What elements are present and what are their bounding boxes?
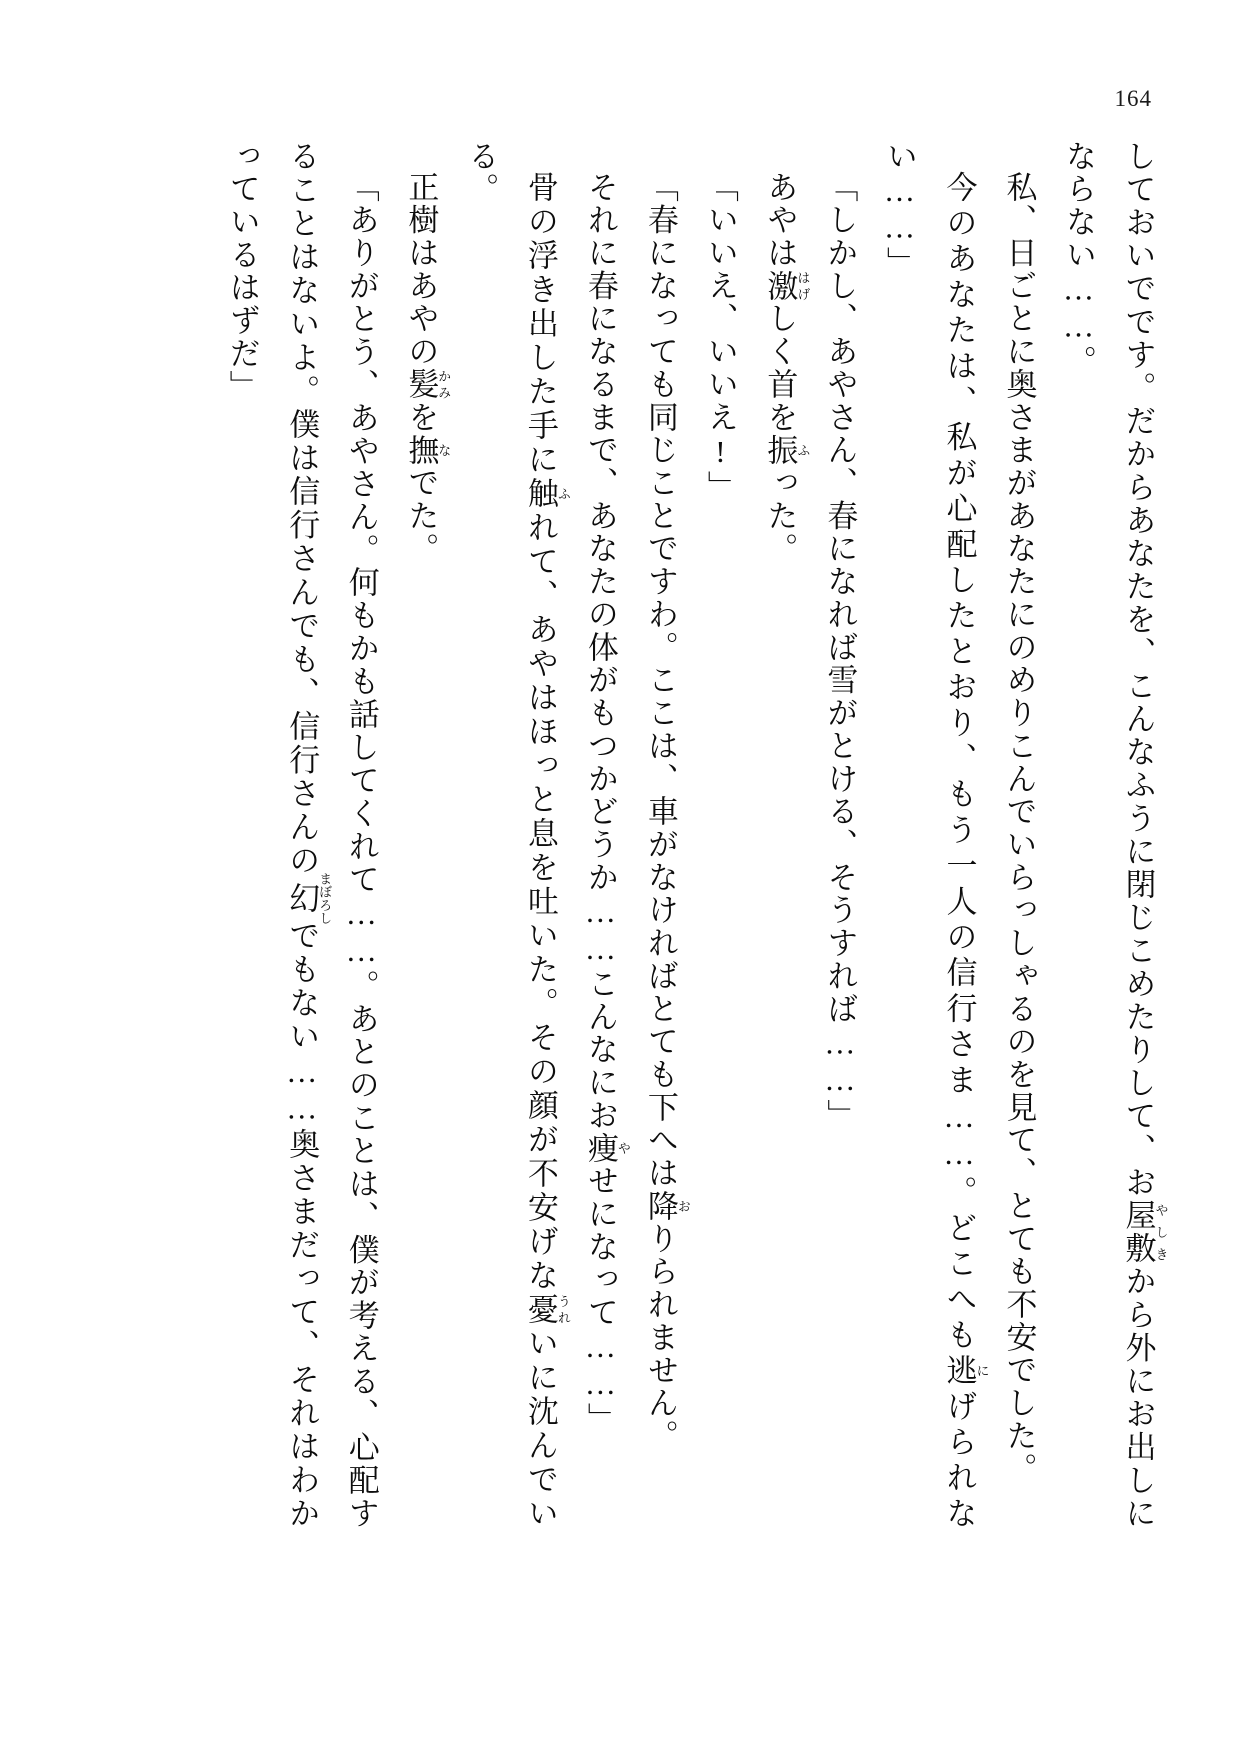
paragraph: 今のあなたは、私が心配したとおり、もう一人の信行さま……。どこへも逃にげられない……」 — [881, 140, 990, 1530]
paragraph: それに春になるまで、あなたの体がもつかどうか……こんなにお痩やせになって……」 — [582, 171, 631, 1436]
paragraph: 「しかし、あやさん、春になれば雪がとける、そうすれば……」 — [822, 171, 858, 1132]
paragraph: あやは激はげしく首を振ふった。 — [762, 171, 811, 566]
paragraph: 「春になっても同じことですわ。ここは、車がなければとても下へは降おりられません。 — [642, 171, 691, 1453]
paragraph: 正樹はあやの髪かみを撫なでた。 — [403, 171, 452, 566]
paragraph: しておいでです。だからあなたを、こんなふうに閉じこめたりして、お屋敷やしきから外にお出しにならない……。 — [1060, 140, 1169, 1530]
paragraph: 骨の浮き出した手に触ふれて、あやはほっと息を吐いた。その顔が不安げな憂うれいに沈んでいる。 — [463, 140, 571, 1530]
paragraph: 私、日ごとに奥さまがあなたにのめりこんでいらっしゃるのを見て、とても不安でした。 — [1001, 171, 1037, 1486]
paragraph: 「ありがとう、あやさん。何もかも話してくれて……。あとのことは、僕が考える、心配することはないよ。僕は信行さんでも、信行さんの幻まぼろしでもない……奥さまだって、それはわかっているはずだ」 — [224, 140, 379, 1531]
page-text-body — [158, 140, 1168, 1530]
paragraph: 「いいえ、いいえ!」 — [702, 171, 738, 504]
page-number: 164 — [1114, 86, 1152, 111]
